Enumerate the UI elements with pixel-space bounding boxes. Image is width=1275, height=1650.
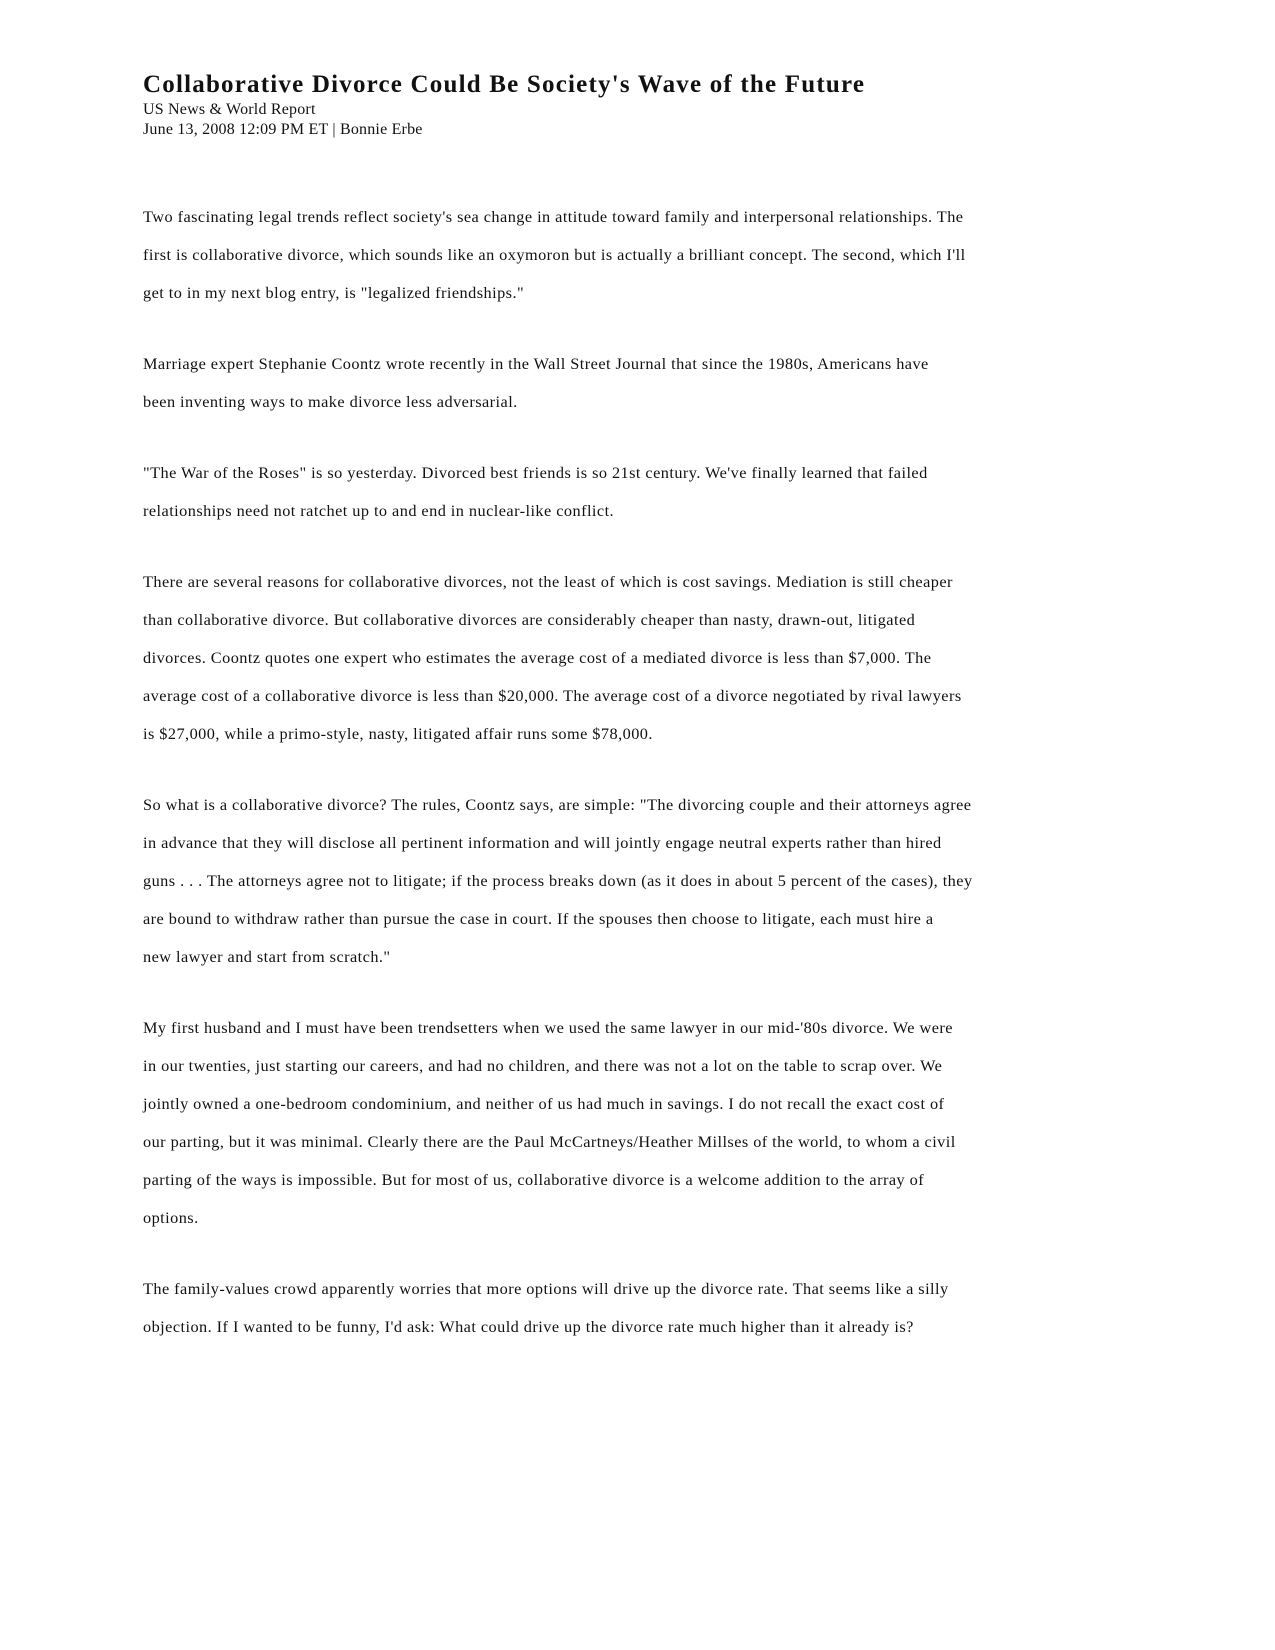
paragraph <box>143 1009 1143 1237</box>
article-dateline: June 13, 2008 12:09 PM ET | Bonnie Erbe <box>143 121 423 138</box>
paragraph-line: "The War of the Roses" is so yesterday. Divorced best friends is so 21st century. We've finally learned that failed <box>143 463 928 482</box>
paragraph-line: Two fascinating legal trends reflect society's sea change in attitude toward family and interpersonal relationships. The <box>143 207 964 226</box>
paragraph-line: than collaborative divorce. But collaborative divorces are considerably cheaper than nasty, drawn-out, litigated <box>143 610 916 629</box>
paragraph-line: in advance that they will disclose all pertinent information and will jointly engage neutral experts rather than hired <box>143 833 942 852</box>
paragraph-line: divorces. Coontz quotes one expert who estimates the average cost of a mediated divorce is less than $7,000. The <box>143 648 932 667</box>
paragraph-line: objection. If I wanted to be funny, I'd ask: What could drive up the divorce rate much higher than it already is? <box>143 1317 914 1336</box>
paragraph <box>143 563 1143 753</box>
paragraph <box>143 1270 1143 1346</box>
paragraph-line: are bound to withdraw rather than pursue the case in court. If the spouses then choose to litigate, each must hire a <box>143 909 934 928</box>
paragraph-line: relationships need not ratchet up to and end in nuclear-like conflict. <box>143 501 615 520</box>
paragraph-line: new lawyer and start from scratch." <box>143 947 391 966</box>
paragraph <box>143 345 1143 421</box>
article-body <box>143 198 1143 1346</box>
article-title: Collaborative Divorce Could Be Society's Wave of the Future <box>143 71 866 98</box>
paragraph <box>143 198 1143 312</box>
paragraph <box>143 786 1143 976</box>
paragraph-line: parting of the ways is impossible. But for most of us, collaborative divorce is a welcome addition to the array of <box>143 1170 925 1189</box>
paragraph-line: our parting, but it was minimal. Clearly there are the Paul McCartneys/Heather Millses of the world, to whom a civil <box>143 1132 956 1151</box>
paragraph-line: jointly owned a one-bedroom condominium, and neither of us had much in savings. I do not recall the exact cost of <box>143 1094 945 1113</box>
paragraph <box>143 454 1143 530</box>
paragraph-line: There are several reasons for collaborative divorces, not the least of which is cost savings. Mediation is still cheaper <box>143 572 953 591</box>
paragraph-line: So what is a collaborative divorce? The rules, Coontz says, are simple: "The divorcing couple and their attorneys agree <box>143 795 972 814</box>
paragraph-line: My first husband and I must have been trendsetters when we used the same lawyer in our mid-'80s divorce. We were <box>143 1018 953 1037</box>
article <box>143 70 1143 1379</box>
paragraph-line: been inventing ways to make divorce less adversarial. <box>143 392 518 411</box>
paragraph-line: in our twenties, just starting our careers, and had no children, and there was not a lot on the table to scrap over. We <box>143 1056 943 1075</box>
paragraph-line: get to in my next blog entry, is "legalized friendships." <box>143 283 525 302</box>
paragraph-line: first is collaborative divorce, which sounds like an oxymoron but is actually a brilliant concept. The second, which I'll <box>143 245 966 264</box>
article-source: US News & World Report <box>143 101 316 118</box>
paragraph-line: The family-values crowd apparently worries that more options will drive up the divorce rate. That seems like a silly <box>143 1279 949 1298</box>
paragraph-line: Marriage expert Stephanie Coontz wrote recently in the Wall Street Journal that since the 1980s, Americans have <box>143 354 929 373</box>
paragraph-line: is $27,000, while a primo-style, nasty, litigated affair runs some $78,000. <box>143 724 653 743</box>
paragraph-line: average cost of a collaborative divorce is less than $20,000. The average cost of a divorce negotiated by rival lawyers <box>143 686 962 705</box>
paragraph-line: options. <box>143 1208 199 1227</box>
paragraph-line: guns . . . The attorneys agree not to litigate; if the process breaks down (as it does in about 5 percent of the cases), they <box>143 871 973 890</box>
